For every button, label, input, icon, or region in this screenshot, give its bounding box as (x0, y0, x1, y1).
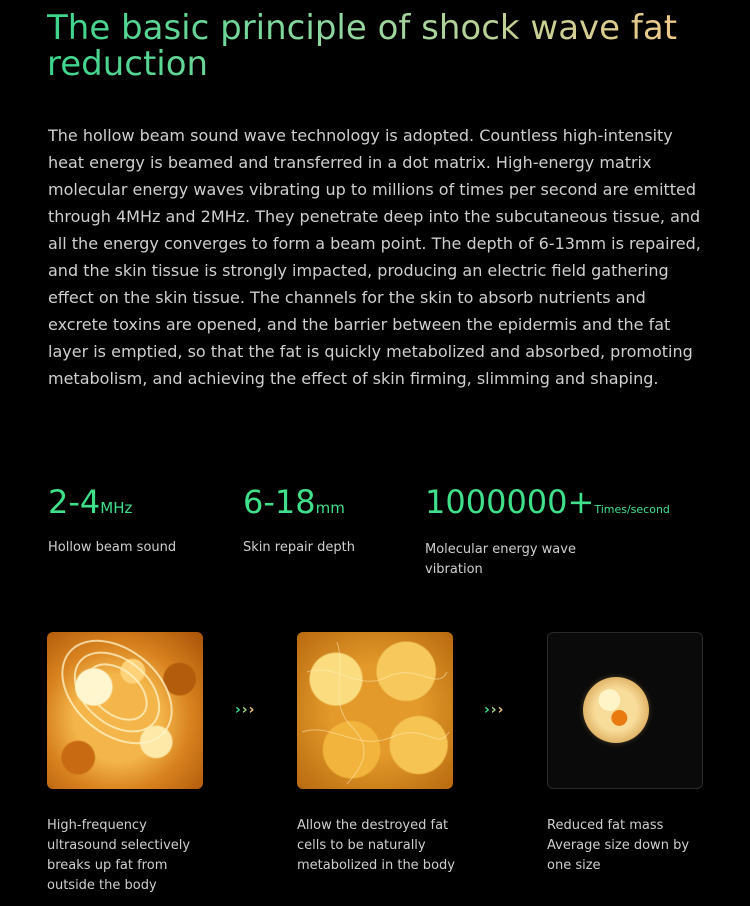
stat-label: Molecular energy wave vibration (425, 542, 576, 577)
stat-depth (243, 482, 403, 558)
step-arrow-icon: ››› (235, 702, 256, 718)
step-caption: Reduced fat mass Average size down by one size (547, 818, 690, 873)
step-arrow-icon: ››› (484, 702, 505, 718)
step-caption: Allow the destroyed fat cells to be naturally metabolized in the body (297, 818, 455, 873)
stat-value: 1000000+Times/second (425, 483, 670, 521)
stat-label: Skin repair depth (243, 540, 355, 555)
description-paragraph: The hollow beam sound wave technology is adopted. Countless high-intensity heat energy is beamed and transferred in a dot matrix. High-energy matrix molecular energy waves vibrating up to millions of times per second are emitted through 4MHz and 2MHz. They penetrate deep into the subcutaneous tissue, and all the energy converges to form a beam point. The depth of 6-13mm is repaired, and the skin tissue is strongly impacted, producing an electric field gathering effect on the skin tissue. The channels for the skin to absorb nutrients and excrete toxins are opened, and the barrier between the epidermis and the fat layer is emptied, so that the fat is quickly metabolized and absorbed, promoting metabolism, and achieving the effect of skin firming, slimming and shaping. (48, 126, 701, 388)
step-caption: High-frequency ultrasound selectively breaks up fat from outside the body (47, 818, 191, 893)
stat-label: Hollow beam sound (48, 540, 177, 555)
stat-value: 6-18mm (243, 483, 345, 521)
stat-value: 2-4MHz (48, 483, 133, 521)
stat-unit: Times/second (594, 503, 670, 516)
fat-cells-ultrasound-image (47, 632, 203, 789)
reduced-fat-mass-image (547, 632, 703, 789)
destroyed-fat-cells-image (297, 632, 453, 789)
stat-unit: mm (315, 499, 345, 517)
fat-fiber-icon (297, 632, 453, 789)
fat-blob-icon (583, 677, 649, 743)
page-title: The basic principle of shock wave fat reduction (47, 10, 687, 82)
stat-unit: MHz (100, 499, 133, 517)
ultrasound-waves-icon (47, 632, 203, 789)
stat-frequency (48, 482, 208, 558)
stat-vibration (425, 482, 670, 580)
